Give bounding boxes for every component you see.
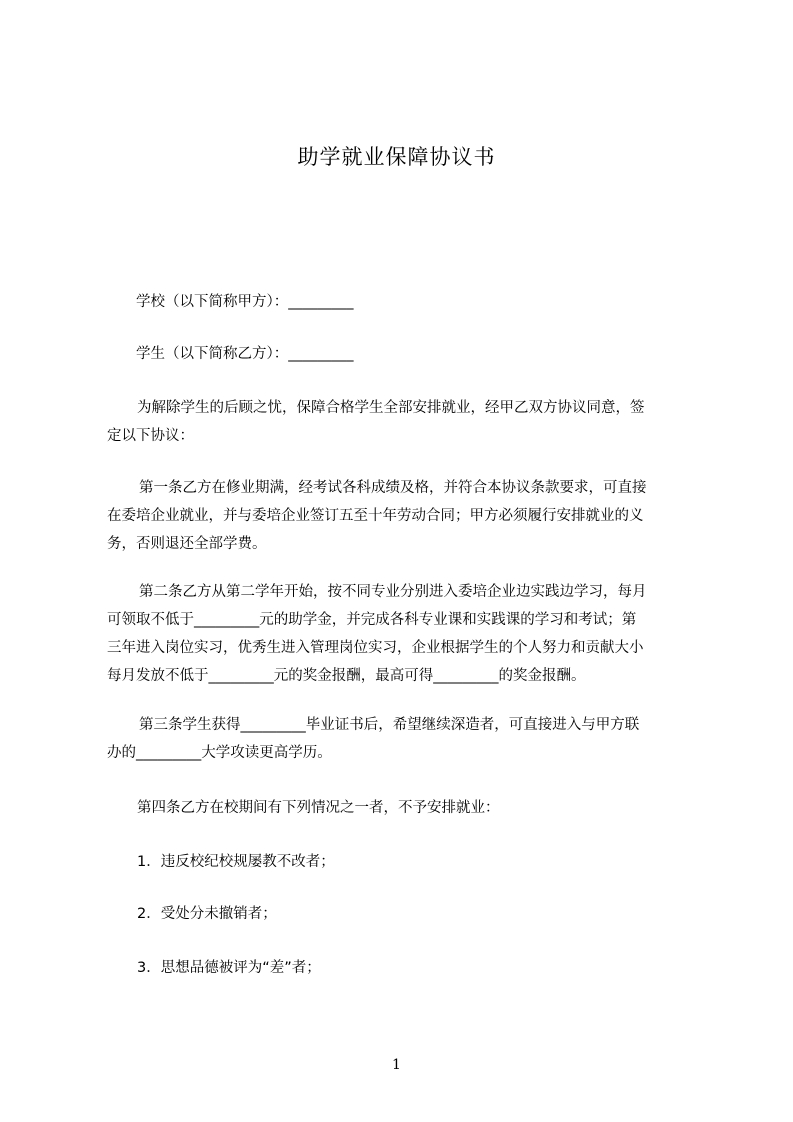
article-4-paragraph xyxy=(107,794,701,822)
article-1-line-2: 在委培企业就业，并与委培企业签订五至十年劳动合同；甲方必须履行安排就业的义 xyxy=(107,508,644,524)
article-4-text: 第四条乙方在校期间有下列情况之一者，不予安排就业： xyxy=(137,800,500,816)
list-item-2-text: 2．受处分未撤销者； xyxy=(137,906,277,922)
article-2-line-4: 每月发放不低于_________元的奖金报酬，最高可得_________的奖金报酬。 xyxy=(107,668,586,684)
list-item xyxy=(107,900,701,928)
list-item xyxy=(107,848,701,876)
article-1-paragraph xyxy=(107,474,701,558)
intro-line-2: 定以下协议： xyxy=(107,428,194,444)
article-3-paragraph xyxy=(107,711,701,767)
page-number: 1 xyxy=(392,1057,401,1073)
list-item xyxy=(107,954,701,982)
party-b-text: 学生（以下简称乙方）：_________ xyxy=(136,346,354,362)
article-3-line-1: 第三条学生获得_________毕业证书后，希望继续深造者，可直接进入与甲方联 xyxy=(139,717,640,733)
intro-line-1: 为解除学生的后顾之忧，保障合格学生全部安排就业，经甲乙双方协议同意，签 xyxy=(137,400,645,416)
article-3-line-2: 办的_________大学攻读更高学历。 xyxy=(107,745,332,761)
article-2-line-2: 可领取不低于_________元的助学金，并完成各科专业课和实践课的学习和考试；第 xyxy=(107,612,637,628)
article-2-paragraph xyxy=(107,578,701,690)
party-a-line xyxy=(107,288,701,316)
article-2-line-1: 第二条乙方从第二学年开始，按不同专业分别进入委培企业边实践边学习，每月 xyxy=(139,584,647,600)
article-1-line-3: 务，否则退还全部学费。 xyxy=(107,536,267,552)
list-item-1-text: 1．违反校纪校规屡教不改者； xyxy=(137,854,335,870)
article-2-line-3: 三年进入岗位实习，优秀生进入管理岗位实习，企业根据学生的个人努力和贡献大小 xyxy=(107,640,644,656)
list-item-3-text: 3．思想品德被评为“差”者； xyxy=(137,960,321,976)
party-a-text: 学校（以下简称甲方）：_________ xyxy=(136,294,354,310)
document-title: 助学就业保障协议书 xyxy=(297,145,496,169)
article-1-line-1: 第一条乙方在修业期满，经考试各科成绩及格，并符合本协议条款要求，可直接 xyxy=(139,480,647,496)
party-b-line xyxy=(107,340,701,368)
intro-paragraph xyxy=(107,394,701,450)
